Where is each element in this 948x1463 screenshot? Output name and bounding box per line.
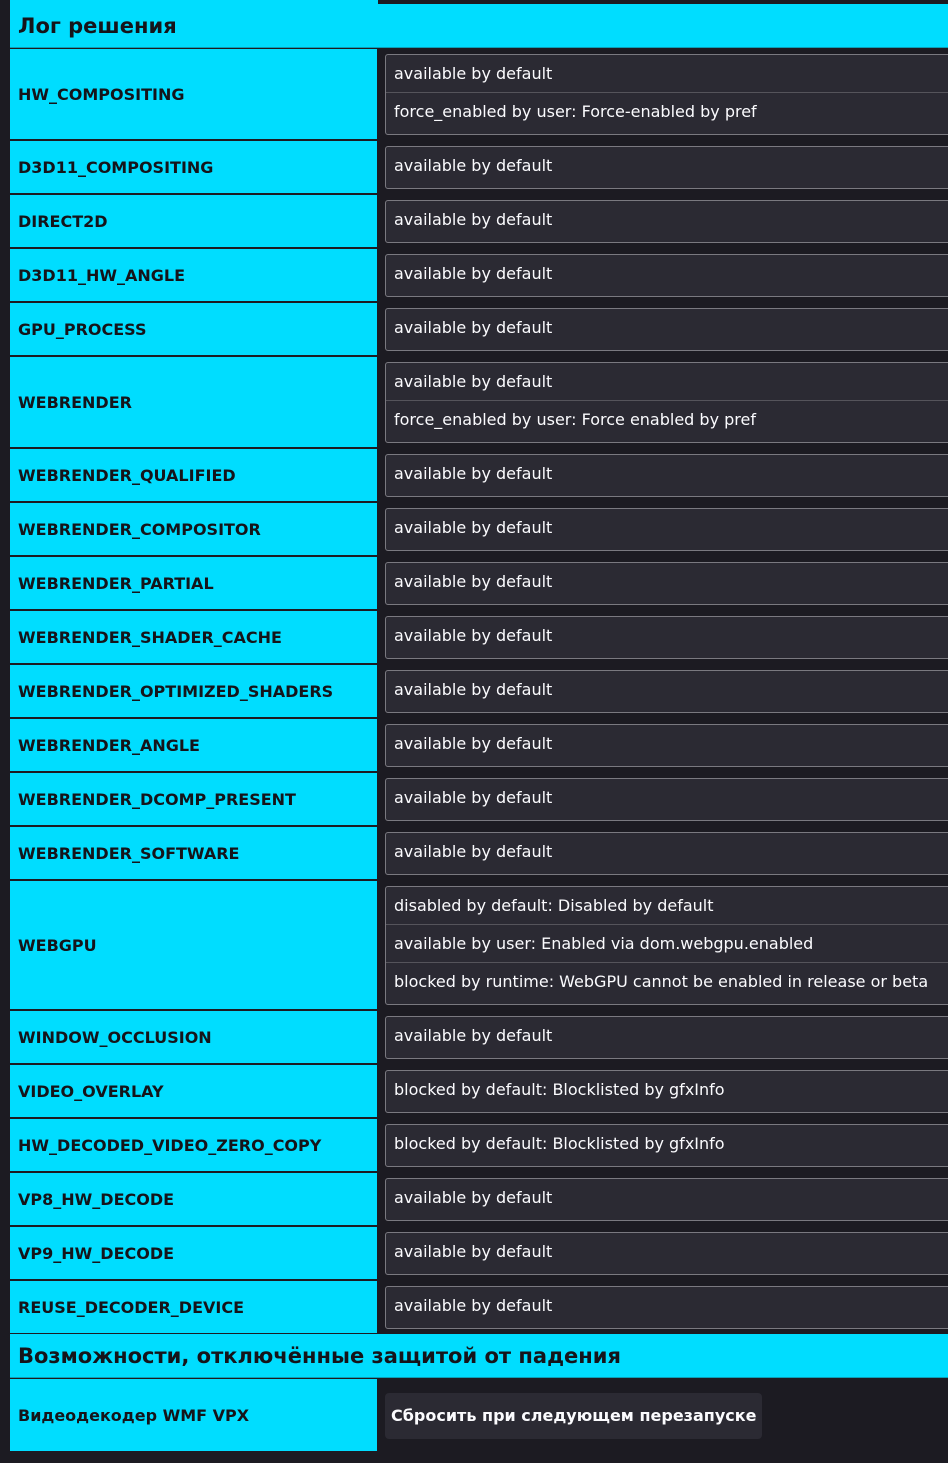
feature-name: HW_DECODED_VIDEO_ZERO_COPY [10, 1119, 377, 1173]
feature-log [378, 49, 948, 141]
feature-name: WEBGPU [10, 881, 377, 1011]
log-entries-box [385, 1286, 948, 1329]
feature-name: D3D11_HW_ANGLE [10, 249, 377, 303]
crash-guards-header: Возможности, отключённые защитой от падения [10, 1334, 948, 1378]
log-entries-box [385, 1178, 948, 1221]
table-row [10, 557, 948, 611]
feature-log [378, 503, 948, 557]
crash-guard-row [10, 1379, 948, 1453]
feature-log [378, 1065, 948, 1119]
log-entry: available by default [394, 318, 553, 337]
feature-log [378, 827, 948, 881]
log-entry: available by default [394, 156, 553, 175]
feature-name: VIDEO_OVERLAY [10, 1065, 377, 1119]
feature-name: WEBRENDER_QUALIFIED [10, 449, 377, 503]
table-row [10, 449, 948, 503]
feature-name: WEBRENDER_PARTIAL [10, 557, 377, 611]
feature-log [378, 1281, 948, 1335]
log-entries-box [385, 308, 948, 351]
log-entries-box [385, 146, 948, 189]
log-entry: available by default [394, 210, 553, 229]
log-entries-box [385, 724, 948, 767]
log-entries-box [385, 254, 948, 297]
log-entries-box [385, 508, 948, 551]
log-entries-box [385, 616, 948, 659]
log-entries-box [385, 832, 948, 875]
log-entry: available by default [394, 1026, 553, 1045]
log-entry: disabled by default: Disabled by default [386, 887, 948, 925]
log-entry: blocked by runtime: WebGPU cannot be enabled in release or beta [394, 972, 929, 991]
log-entries-box [385, 454, 948, 497]
feature-log [378, 773, 948, 827]
table-row [10, 195, 948, 249]
log-entries-box [385, 54, 948, 135]
log-entry: available by default [394, 1296, 553, 1315]
log-entries-box [385, 670, 948, 713]
log-entry: available by default [394, 734, 553, 753]
feature-log [378, 665, 948, 719]
feature-name: VP8_HW_DECODE [10, 1173, 377, 1227]
log-entries-box [385, 200, 948, 243]
feature-log [378, 1173, 948, 1227]
log-entry: available by default [394, 1188, 553, 1207]
log-entries-box [385, 362, 948, 443]
decision-log-header: Лог решения [10, 4, 948, 48]
log-entry: available by default [394, 680, 553, 699]
feature-name: D3D11_COMPOSITING [10, 141, 377, 195]
table-row [10, 49, 948, 141]
crash-guard-value [378, 1379, 948, 1453]
feature-name: WEBRENDER_OPTIMIZED_SHADERS [10, 665, 377, 719]
feature-name: HW_COMPOSITING [10, 49, 377, 141]
feature-name: WEBRENDER_SHADER_CACHE [10, 611, 377, 665]
feature-name: WEBRENDER_SOFTWARE [10, 827, 377, 881]
bottom-edge [10, 1453, 948, 1463]
log-entry: available by default [386, 363, 948, 401]
feature-log [378, 249, 948, 303]
feature-log [378, 1011, 948, 1065]
table-row [10, 1281, 948, 1335]
log-entry: available by default [394, 264, 553, 283]
feature-name: VP9_HW_DECODE [10, 1227, 377, 1281]
log-entries-box [385, 778, 948, 821]
table-row [10, 827, 948, 881]
feature-name: WEBRENDER [10, 357, 377, 449]
log-entry: force_enabled by user: Force enabled by pref [394, 410, 756, 429]
log-entries-box [385, 886, 948, 1005]
feature-log [378, 719, 948, 773]
log-entry: available by default [394, 842, 553, 861]
table-row [10, 503, 948, 557]
crash-guard-key: Видеодекодер WMF VPX [10, 1379, 377, 1453]
table-row [10, 1227, 948, 1281]
log-entry: available by user: Enabled via dom.webgpu.enabled [386, 925, 948, 963]
log-entries-box [385, 1232, 948, 1275]
log-entry: force_enabled by user: Force-enabled by pref [394, 102, 757, 121]
log-entry: available by default [394, 464, 553, 483]
feature-log [378, 449, 948, 503]
feature-log [378, 303, 948, 357]
feature-name: WINDOW_OCCLUSION [10, 1011, 377, 1065]
table-row [10, 881, 948, 1011]
feature-log [378, 1119, 948, 1173]
log-entries-box [385, 1070, 948, 1113]
log-entry: available by default [394, 626, 553, 645]
feature-log [378, 557, 948, 611]
table-row [10, 303, 948, 357]
feature-log [378, 195, 948, 249]
table-row [10, 773, 948, 827]
log-entry: blocked by default: Blocklisted by gfxInfo [394, 1134, 725, 1153]
log-entry: available by default [394, 1242, 553, 1261]
log-entry: available by default [394, 518, 553, 537]
feature-log [378, 1227, 948, 1281]
log-entry: available by default [394, 788, 553, 807]
table-row [10, 1011, 948, 1065]
table-row [10, 141, 948, 195]
table-row [10, 665, 948, 719]
log-entries-box [385, 1016, 948, 1059]
table-row [10, 357, 948, 449]
feature-name: WEBRENDER_COMPOSITOR [10, 503, 377, 557]
log-entry: blocked by default: Blocklisted by gfxInfo [394, 1080, 725, 1099]
feature-name: WEBRENDER_ANGLE [10, 719, 377, 773]
log-entry: available by default [394, 572, 553, 591]
feature-log [378, 881, 948, 1011]
table-row [10, 719, 948, 773]
feature-log [378, 141, 948, 195]
log-entries-box [385, 562, 948, 605]
log-entry: available by default [386, 55, 948, 93]
feature-name: DIRECT2D [10, 195, 377, 249]
table-row [10, 249, 948, 303]
feature-name: WEBRENDER_DCOMP_PRESENT [10, 773, 377, 827]
feature-name: GPU_PROCESS [10, 303, 377, 357]
table-row [10, 1065, 948, 1119]
feature-log [378, 357, 948, 449]
reset-on-next-restart-button[interactable]: Сбросить при следующем перезапуске [385, 1393, 762, 1439]
table-row [10, 1119, 948, 1173]
table-row [10, 611, 948, 665]
table-row [10, 1173, 948, 1227]
log-entries-box [385, 1124, 948, 1167]
feature-name: REUSE_DECODER_DEVICE [10, 1281, 377, 1335]
feature-log [378, 611, 948, 665]
